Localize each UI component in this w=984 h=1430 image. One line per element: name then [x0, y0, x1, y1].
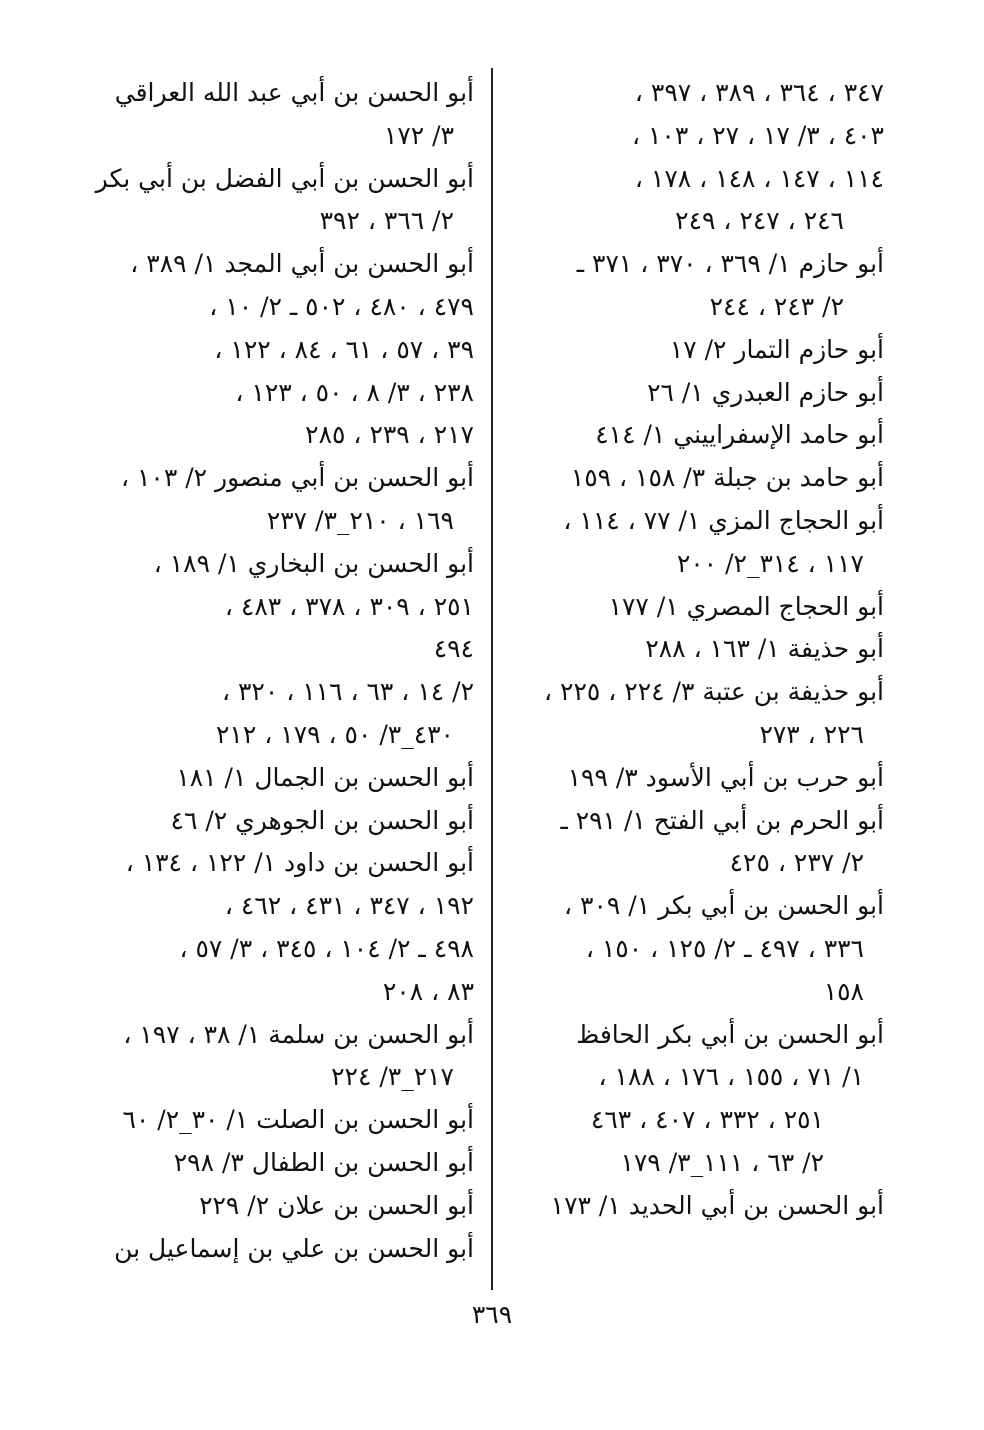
index-entry: أبو الحسن بن أبي بكر ١/ ٣٠٩ ، [564, 891, 884, 921]
index-entry: أبو الحسن بن الصلت ١/ ٣٠_٢/ ٦٠ [122, 1105, 474, 1135]
index-line: ١٦٩ ، ٢١٠_٣/ ٢٣٧ [266, 505, 454, 535]
index-line: ٢١٧ ، ٢٣٩ ، ٢٨٥ [305, 420, 474, 450]
index-line: ١/ ٧١ ، ١٥٥ ، ١٧٦ ، ١٨٨ ، [598, 1062, 864, 1092]
index-line: ٢/ ٢٤٣ ، ٢٤٤ [709, 291, 844, 321]
index-entry: أبو الحسن بن أبي الحديد ١/ ١٧٣ [550, 1190, 884, 1220]
right-column [499, 72, 884, 1228]
index-line: ٢٥١ ، ٣٠٩ ، ٣٧٨ ، ٤٨٣ ، [224, 591, 474, 621]
index-entry: أبو حازم العبدري ١/ ٢٦ [647, 377, 884, 407]
left-column [94, 72, 474, 1270]
index-entry: أبو حامد بن جبلة ٣/ ١٥٨ ، ١٥٩ [570, 463, 884, 493]
index-line: ٢٥١ ، ٣٣٢ ، ٤٠٧ ، ٤٦٣ [590, 1105, 824, 1135]
index-line: ٢٣٨ ، ٣/ ٨ ، ٥٠ ، ١٢٣ ، [235, 377, 474, 407]
index-entry: أبو الحسن بن الجوهري ٢/ ٤٦ [170, 805, 474, 835]
index-line: ٤٠٣ ، ٣/ ١٧ ، ٢٧ ، ١٠٣ ، [631, 120, 884, 150]
index-line: ١١٤ ، ١٤٧ ، ١٤٨ ، ١٧٨ ، [634, 163, 884, 193]
index-line: ٢/ ٦٣ ، ١١١_٣/ ١٧٩ [620, 1147, 824, 1177]
index-line: ٢/ ٣٦٦ ، ٣٩٢ [319, 206, 454, 236]
index-line: ٢٢٦ ، ٢٧٣ [759, 719, 864, 749]
index-entry: أبو حامد الإسفراييني ١/ ٤١٤ [595, 420, 884, 450]
index-line: ٣٣٦ ، ٤٩٧ ـ ٢/ ١٢٥ ، ١٥٠ ، [585, 933, 864, 963]
index-line: ٢٤٦ ، ٢٤٧ ، ٢٤٩ [675, 206, 844, 236]
index-entry: أبو حازم التمار ٢/ ١٧ [669, 334, 884, 364]
index-entry: أبو حازم ١/ ٣٦٩ ، ٣٧٠ ، ٣٧١ ـ [576, 249, 884, 279]
index-line: ٢١٧_٣/ ٢٢٤ [331, 1062, 454, 1092]
index-line: ٤٧٩ ، ٤٨٠ ، ٥٠٢ ـ ٢/ ١٠ ، [209, 291, 474, 321]
index-entry: أبو حرب بن أبي الأسود ٣/ ١٩٩ [567, 762, 884, 792]
index-line: ٣/ ١٧٢ [383, 120, 454, 150]
index-entry: أبو الحسن بن الجمال ١/ ١٨١ [176, 762, 474, 792]
column-divider [491, 68, 493, 1290]
index-line: ٣٩ ، ٥٧ ، ٦١ ، ٨٤ ، ١٢٢ ، [214, 334, 474, 364]
index-line: ٨٣ ، ٢٠٨ [382, 976, 474, 1006]
index-entry: أبو الحسن بن أبي منصور ٢/ ١٠٣ ، [120, 463, 474, 493]
index-entry: أبو الحسن بن أبي الفضل بن أبي بكر [95, 163, 474, 193]
index-entry: أبو الحسن بن أبي بكر الحافظ [576, 1019, 884, 1049]
index-entry: أبو حذيفة ١/ ١٦٣ ، ٢٨٨ [645, 634, 884, 664]
index-line: ٤٣٠_٣/ ٥٠ ، ١٧٩ ، ٢١٢ [216, 719, 454, 749]
index-entry: أبو الحجاج المصري ١/ ١٧٧ [608, 591, 884, 621]
index-entry: أبو الحسن بن أبي المجد ١/ ٣٨٩ ، [130, 249, 474, 279]
index-entry: أبو الحسن بن داود ١/ ١٢٢ ، ١٣٤ ، [125, 848, 474, 878]
index-entry: أبو حذيفة بن عتبة ٣/ ٢٢٤ ، ٢٢٥ ، [544, 677, 884, 707]
index-entry: أبو الحسن بن أبي عبد الله العراقي [114, 78, 474, 107]
index-line: ٣٤٧ ، ٣٦٤ ، ٣٨٩ ، ٣٩٧ ، [634, 78, 884, 107]
index-entry: أبو الحرم بن أبي الفتح ١/ ٢٩١ ـ [560, 805, 884, 835]
index-line: ١٩٢ ، ٣٤٧ ، ٤٣١ ، ٤٦٢ ، [224, 891, 474, 921]
index-entry: أبو الحجاج المزي ١/ ٧٧ ، ١١٤ ، [563, 505, 884, 535]
index-entry: أبو الحسن بن الطفال ٣/ ٢٩٨ [173, 1147, 474, 1177]
index-line: ٢/ ٢٣٧ ، ٤٢٥ [729, 848, 864, 878]
index-line: ٢/ ١٤ ، ٦٣ ، ١١٦ ، ٣٢٠ ، [221, 677, 474, 707]
index-line: ١١٧ ، ٣١٤_٢/ ٢٠٠ [676, 548, 864, 578]
index-entry: أبو الحسن بن سلمة ١/ ٣٨ ، ١٩٧ ، [123, 1019, 474, 1049]
index-entry: أبو الحسن بن علي بن إسماعيل بن [114, 1233, 474, 1263]
index-entry: أبو الحسن بن علان ٢/ ٢٢٩ [199, 1190, 474, 1220]
index-line: ١٥٨ [823, 976, 864, 1006]
index-entry: أبو الحسن بن البخاري ١/ ١٨٩ ، [153, 548, 474, 578]
index-line: ٤٩٤ [433, 634, 474, 664]
page-number: ٣٦٩ [471, 1300, 513, 1329]
index-line: ٤٩٨ ـ ٢/ ١٠٤ ، ٣٤٥ ، ٣/ ٥٧ ، [179, 933, 474, 963]
